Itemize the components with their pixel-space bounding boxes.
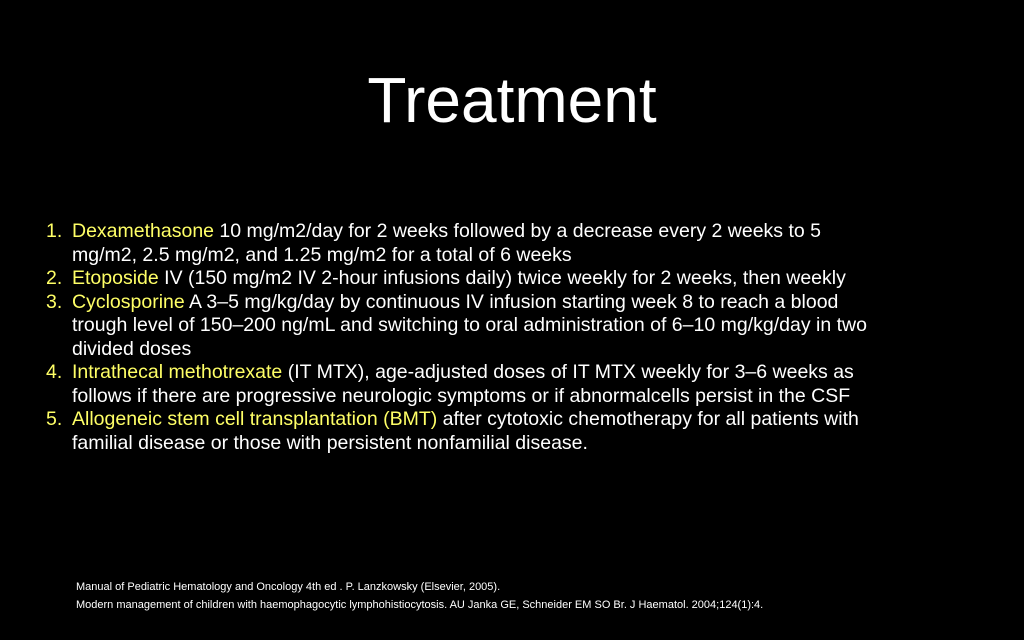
drug-name: Etoposide — [72, 267, 159, 289]
item-number: 5. — [46, 408, 63, 430]
slide-title: Treatment — [367, 64, 657, 136]
reference-1: Manual of Pediatric Hematology and Oncology 4th ed . P. Lanzkowsky (Elsevier, 2005). — [76, 581, 501, 593]
item-description: A 3–5 mg/kg/day by continuous IV infusion starting week 8 to reach a blood trough level of 150–200 ng/mL and switching to oral administration of 6–10 mg/kg/day in two divided doses — [72, 290, 867, 360]
item-description: after cytotoxic chemotherapy for all patients with familial disease or those with persistent nonfamilial disease. — [72, 408, 859, 454]
item-description: (IT MTX), age-adjusted doses of IT MTX weekly for 3–6 weeks as follows if there are progressive neurologic symptoms or if abnormalcells persist in the CSF — [72, 361, 854, 407]
drug-name: Dexamethasone — [72, 220, 215, 242]
item-description: 10 mg/m2/day for 2 weeks followed by a decrease every 2 weeks to 5 mg/m2, 2.5 mg/m2, and 1.25 mg/m2 for a total of 6 weeks — [72, 220, 821, 266]
item-number: 1. — [46, 220, 63, 242]
treatment-item-etoposide — [46, 267, 886, 291]
reference-2: Modern management of children with haemophagocytic lymphohistiocytosis. AU Janka GE, Schneider EM SO Br. J Haematol. 2004;124(1):4. — [76, 599, 764, 611]
drug-name: Intrathecal methotrexate — [72, 361, 283, 383]
item-number: 3. — [46, 290, 63, 313]
item-description: IV (150 mg/m2 IV 2-hour infusions daily) twice weekly for 2 weeks, then weekly — [158, 267, 846, 289]
treatment-item-methotrexate — [46, 361, 886, 408]
treatment-item-cyclosporine — [46, 291, 886, 362]
drug-name: Cyclosporine — [72, 290, 185, 313]
treatment-list — [46, 220, 886, 455]
item-number: 4. — [46, 361, 63, 383]
drug-name: Allogeneic stem cell transplantation (BMT) — [72, 408, 438, 430]
treatment-item-dexamethasone — [46, 220, 886, 267]
references — [76, 578, 976, 614]
item-number: 2. — [46, 267, 63, 289]
treatment-item-bmt — [46, 408, 886, 455]
